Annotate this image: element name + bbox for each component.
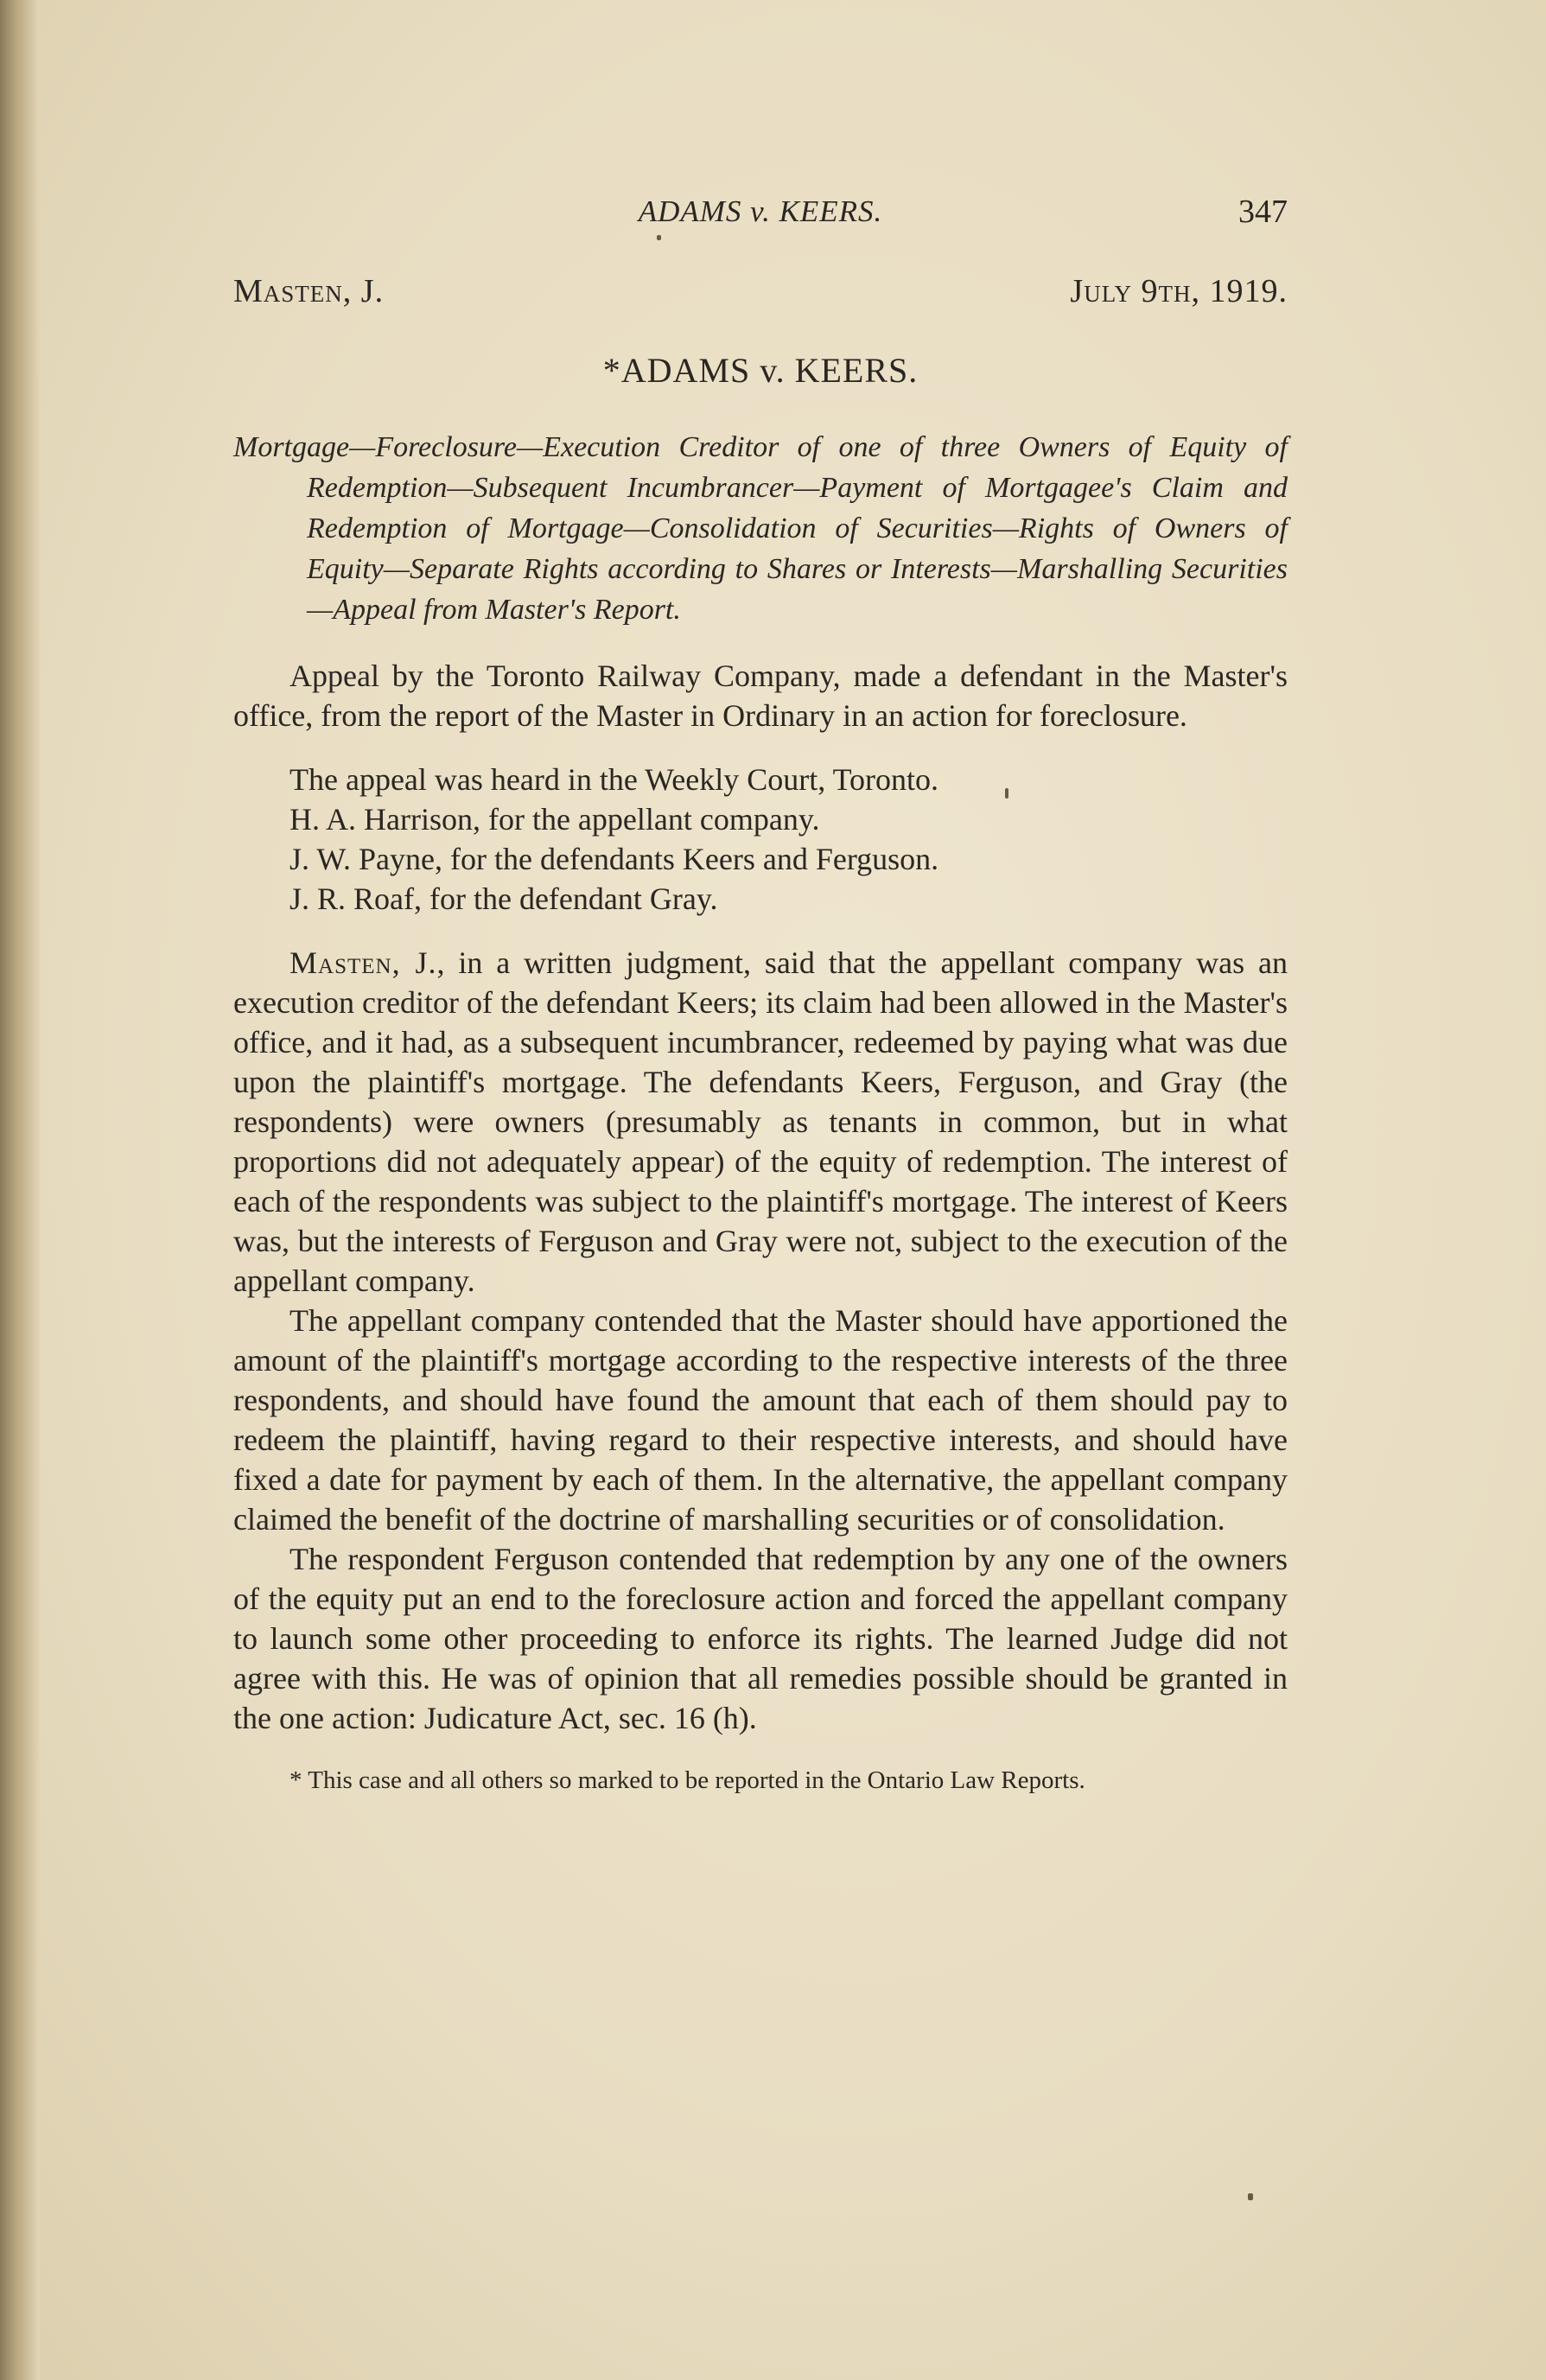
- counsel-line: The appeal was heard in the Weekly Court, Toronto.: [289, 762, 939, 797]
- appeal-paragraph: Appeal by the Toronto Railway Company, made a defendant in the Master's office, from the report of the Master in Ordinary in an action for foreclosure.: [233, 659, 1288, 733]
- judgment-date: July 9th, 1919.: [1070, 273, 1288, 309]
- paper-speck: [1248, 2193, 1253, 2200]
- judgment-paragraph-3: The respondent Ferguson contended that redemption by any one of the owners of the equity put an end to the foreclosure action and forced the appellant company to launch some other proceeding to enforce its rights. The learned Judge did not agree with this. He was of opinion that all remedies possible should be granted in the one action: Judicature Act, sec. 16 (h).: [233, 1542, 1288, 1735]
- judge-name: Masten, J.: [233, 273, 385, 309]
- counsel-line: J. W. Payne, for the defendants Keers and Ferguson.: [289, 842, 939, 876]
- counsel-line: H. A. Harrison, for the appellant company.: [289, 802, 820, 837]
- judgment-judge-name: Masten, J.: [289, 945, 437, 980]
- judgment-paragraph-1: [233, 943, 1288, 1301]
- page-content: [233, 177, 1288, 1797]
- running-head: [233, 177, 1288, 238]
- page-number: 347: [1238, 194, 1288, 230]
- judgment-text-1: , in a written judgment, said that the appellant company was an execution creditor of the defendant Keers; its claim had been allowed in the Master's office, and it had, as a subsequent incumbrancer, redeemed by paying what was due upon the plaintiff's mortgage. The defendants Keers, Ferguson, and Gray (the respondents) were owners (presumably as tenants in common, but in what proportions did not adequately appear) of the equity of redemption. The interest of each of the respondents was subject to the plaintiff's mortgage. The interest of Keers was, but the interests of Ferguson and Gray were not, subject to the execution of the appellant company.: [233, 945, 1288, 1298]
- case-title: *ADAMS v. KEERS.: [602, 351, 919, 390]
- court-line: [233, 272, 1288, 333]
- running-head-title: ADAMS v. KEERS.: [638, 194, 883, 228]
- counsel-line: J. R. Roaf, for the defendant Gray.: [289, 881, 718, 916]
- paper-speck: [657, 235, 661, 240]
- judgment-paragraph-2: The appellant company contended that the Master should have apportioned the amount of the plaintiff's mortgage according to the respective interests of the three respondents, and should have found the amount that each of them should pay to redeem the plaintiff, having regard to their respective interests, and should have fixed a date for payment by each of them. In the alternative, the appellant company claimed the benefit of the doctrine of marshalling securities or of consolidation.: [233, 1303, 1288, 1537]
- headnote: Mortgage—Foreclosure—Execution Creditor of one of three Owners of Equity of Redemption—Subsequent Incumbrancer—Payment of Mortgagee's Claim and Redemption of Mortgage—Consolidation of Securities—Rights of Owners of Equity—Separate Rights according to Shares or Interests—Marshalling Securities—Appeal from Master's Report.: [233, 431, 1288, 626]
- footnote: * This case and all others so marked to be reported in the Ontario Law Reports.: [289, 1766, 1085, 1794]
- page-gutter: [0, 0, 40, 2380]
- counsel-list: [233, 760, 1288, 919]
- paper-speck: [1005, 788, 1008, 799]
